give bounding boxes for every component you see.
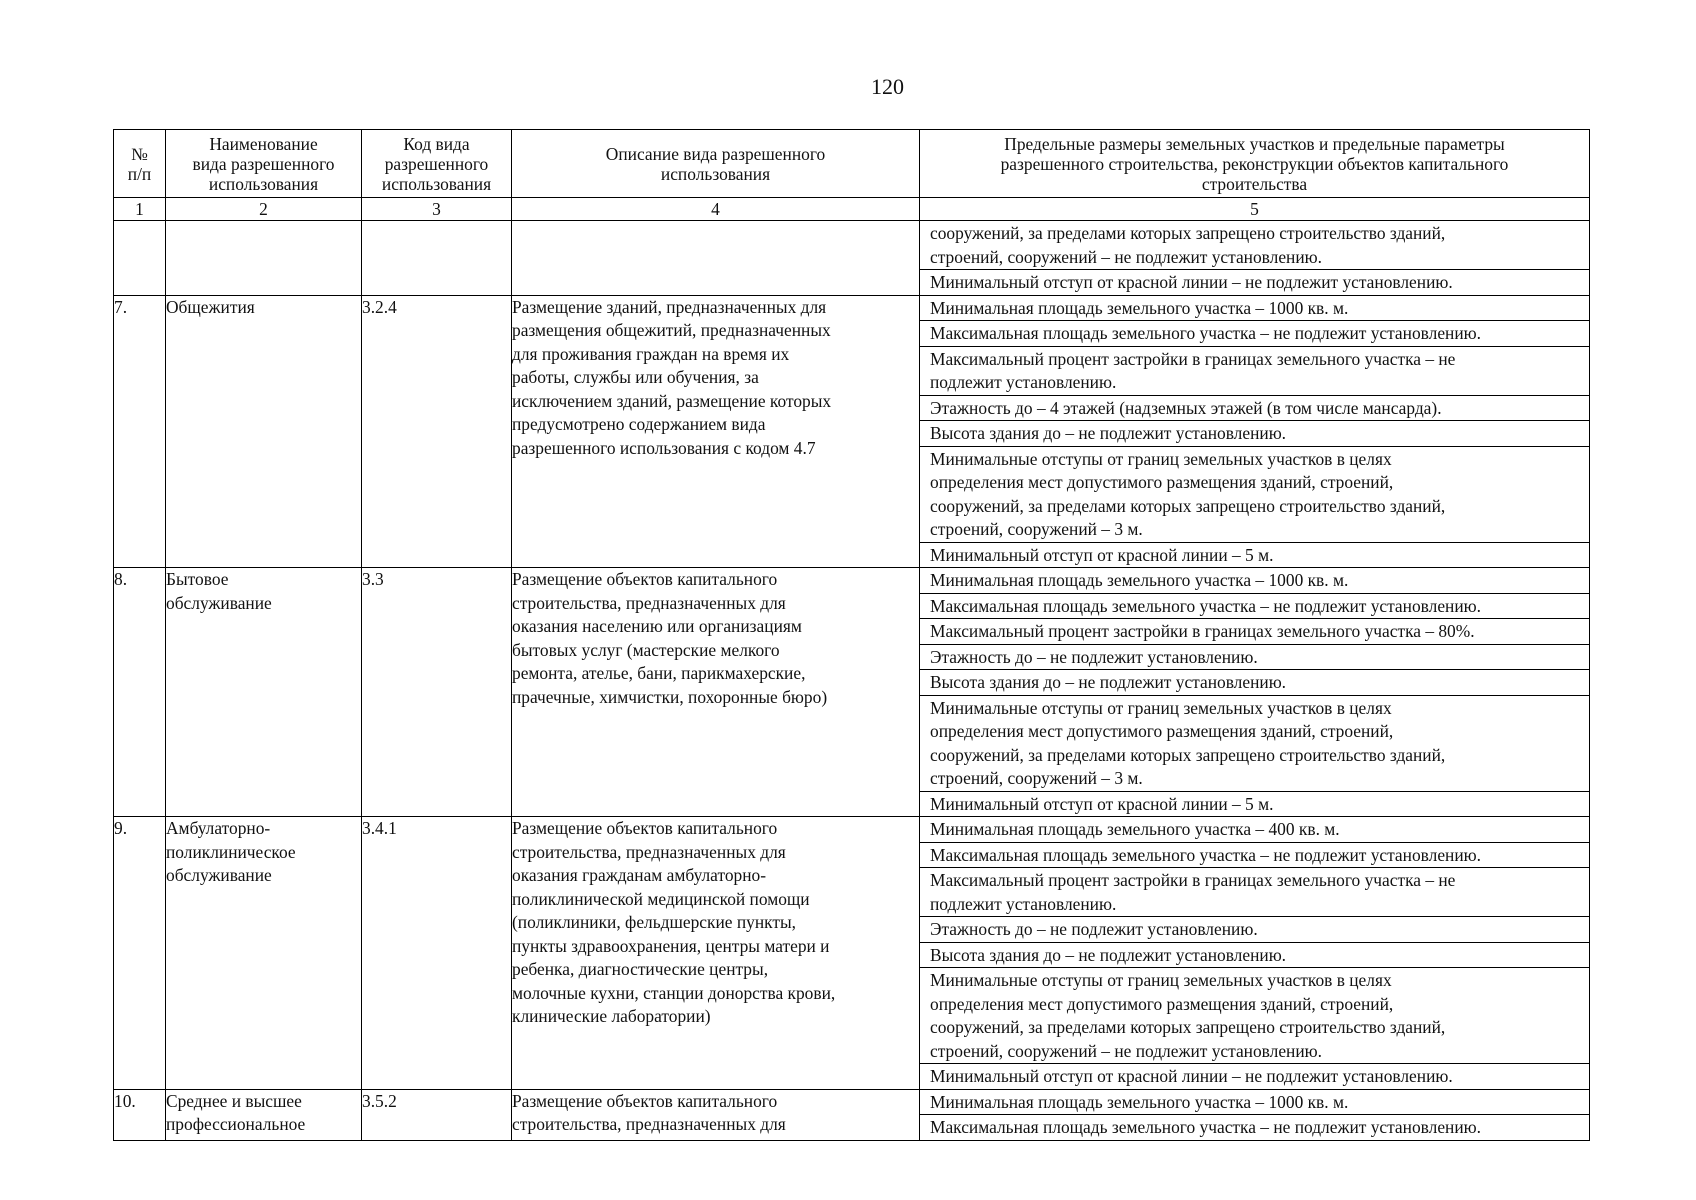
param-line: Этажность до – не подлежит установлению. <box>920 916 1589 942</box>
use-name: Бытовое обслуживание <box>166 568 362 817</box>
param-line: Минимальные отступы от границ земельных участков в целях определения мест допустимого размещения зданий, строений, сооружений, за пределами которых запрещено строительство зданий, строений, сооружений – 3 м. <box>920 695 1589 791</box>
use-description: Размещение объектов капитального строительства, предназначенных для оказания гражданам амбулаторно- поликлинической медицинской помощи (поликлиники, фельдшерские пункты, пункты здравоохранения, центры матери и ребенка, диагностические центры, молочные кухни, станции донорства крови, клинические лаборатории) <box>512 817 920 1090</box>
param-line: Минимальная площадь земельного участка – 1000 кв. м. <box>930 570 1349 590</box>
use-name: Амбулаторно- поликлиническое обслуживание <box>166 817 362 1090</box>
param-line: Максимальная площадь земельного участка – не подлежит установлению. <box>920 842 1589 868</box>
param-line: Максимальная площадь земельного участка – не подлежит установлению. <box>920 320 1589 346</box>
param-line: Минимальный отступ от красной линии – не подлежит установлению. <box>920 1063 1589 1089</box>
params-cell <box>920 221 1590 296</box>
params-cell <box>920 817 1590 1090</box>
param-line: Этажность до – 4 этажей (надземных этажей (в том числе мансарда). <box>920 395 1589 421</box>
params-cell <box>920 1089 1590 1140</box>
params-list <box>920 568 1589 816</box>
column-number: 1 <box>114 198 166 221</box>
header-use-description: Описание вида разрешенного использования <box>512 130 920 198</box>
param-line: сооружений, за пределами которых запрещено строительство зданий, строений, сооружений – не подлежит установлению. <box>930 223 1446 267</box>
table-header-row <box>114 130 1590 198</box>
param-line: Высота здания до – не подлежит установлению. <box>920 420 1589 446</box>
table-row <box>114 1089 1590 1140</box>
header-number: № п/п <box>114 130 166 198</box>
table-row <box>114 817 1590 1090</box>
cell-empty <box>512 221 920 296</box>
column-number-row <box>114 198 1590 221</box>
param-line: Минимальная площадь земельного участка – 1000 кв. м. <box>930 1091 1349 1112</box>
param-line: Минимальный отступ от красной линии – не подлежит установлению. <box>920 269 1589 295</box>
param-line: Минимальные отступы от границ земельных участков в целях определения мест допустимого размещения зданий, строений, сооружений, за пределами которых запрещено строительство зданий, строений, сооружений – не подлежит установлению. <box>920 967 1589 1063</box>
param-line: Максимальный процент застройки в границах земельного участка – не подлежит установлению. <box>920 867 1589 916</box>
params-list <box>920 817 1589 1089</box>
header-use-name: Наименование вида разрешенного использования <box>166 130 362 198</box>
param-line: Минимальные отступы от границ земельных участков в целях определения мест допустимого размещения зданий, строений, сооружений, за пределами которых запрещено строительство зданий, строений, сооружений – 3 м. <box>920 446 1589 542</box>
table-row <box>114 568 1590 817</box>
use-description: Размещение объектов капитального строительства, предназначенных для оказания населению или организациям бытовых услуг (мастерские мелкого ремонта, ателье, бани, парикмахерские, прачечные, химчистки, похоронные бюро) <box>512 568 920 817</box>
param-line: Максимальная площадь земельного участка – не подлежит установлению. <box>920 593 1589 619</box>
param-line: Минимальный отступ от красной линии – 5 м. <box>920 791 1589 817</box>
params-list <box>920 1090 1589 1140</box>
param-line: Минимальная площадь земельного участка – 400 кв. м. <box>930 819 1340 839</box>
params-list <box>920 221 1589 295</box>
params-list <box>920 296 1589 568</box>
use-description: Размещение объектов капитального строительства, предназначенных для <box>512 1089 920 1140</box>
param-line: Максимальный процент застройки в границах земельного участка – 80%. <box>920 618 1589 644</box>
param-line: Высота здания до – не подлежит установлению. <box>920 669 1589 695</box>
cell-empty <box>362 221 512 296</box>
param-line: Высота здания до – не подлежит установлению. <box>920 942 1589 968</box>
use-code: 3.5.2 <box>362 1089 512 1140</box>
page-number: 120 <box>871 74 904 99</box>
column-number: 2 <box>166 198 362 221</box>
param-line: Максимальная площадь земельного участка – не подлежит установлению. <box>920 1114 1589 1140</box>
param-line: Этажность до – не подлежит установлению. <box>920 644 1589 670</box>
use-code: 3.2.4 <box>362 295 512 568</box>
header-limits: Предельные размеры земельных участков и предельные параметры разрешенного строительства, реконструкции объектов капитального строительства <box>920 130 1590 198</box>
params-cell <box>920 568 1590 817</box>
row-number: 10. <box>114 1089 166 1140</box>
land-use-table <box>113 129 1590 1141</box>
use-name: Среднее и высшее профессиональное <box>166 1089 362 1140</box>
cell-empty <box>166 221 362 296</box>
param-line: Максимальный процент застройки в границах земельного участка – не подлежит установлению. <box>920 346 1589 395</box>
header-use-code: Код вида разрешенного использования <box>362 130 512 198</box>
column-number: 5 <box>920 198 1590 221</box>
use-code: 3.4.1 <box>362 817 512 1090</box>
table-row <box>114 295 1590 568</box>
use-code: 3.3 <box>362 568 512 817</box>
param-line: Минимальная площадь земельного участка – 1000 кв. м. <box>930 297 1349 318</box>
row-number: 9. <box>114 817 166 1090</box>
column-number: 3 <box>362 198 512 221</box>
params-cell <box>920 295 1590 568</box>
row-number: 8. <box>114 568 166 817</box>
column-number: 4 <box>512 198 920 221</box>
use-name: Общежития <box>166 295 362 568</box>
row-number: 7. <box>114 295 166 568</box>
use-description: Размещение зданий, предназначенных для размещения общежитий, предназначенных для проживания граждан на время их работы, службы или обучения, за исключением зданий, размещение которых предусмотрено содержанием вида разрешенного использования с кодом 4.7 <box>512 295 920 568</box>
table-row-continuation <box>114 221 1590 296</box>
param-line: Минимальный отступ от красной линии – 5 м. <box>920 542 1589 568</box>
cell-empty <box>114 221 166 296</box>
